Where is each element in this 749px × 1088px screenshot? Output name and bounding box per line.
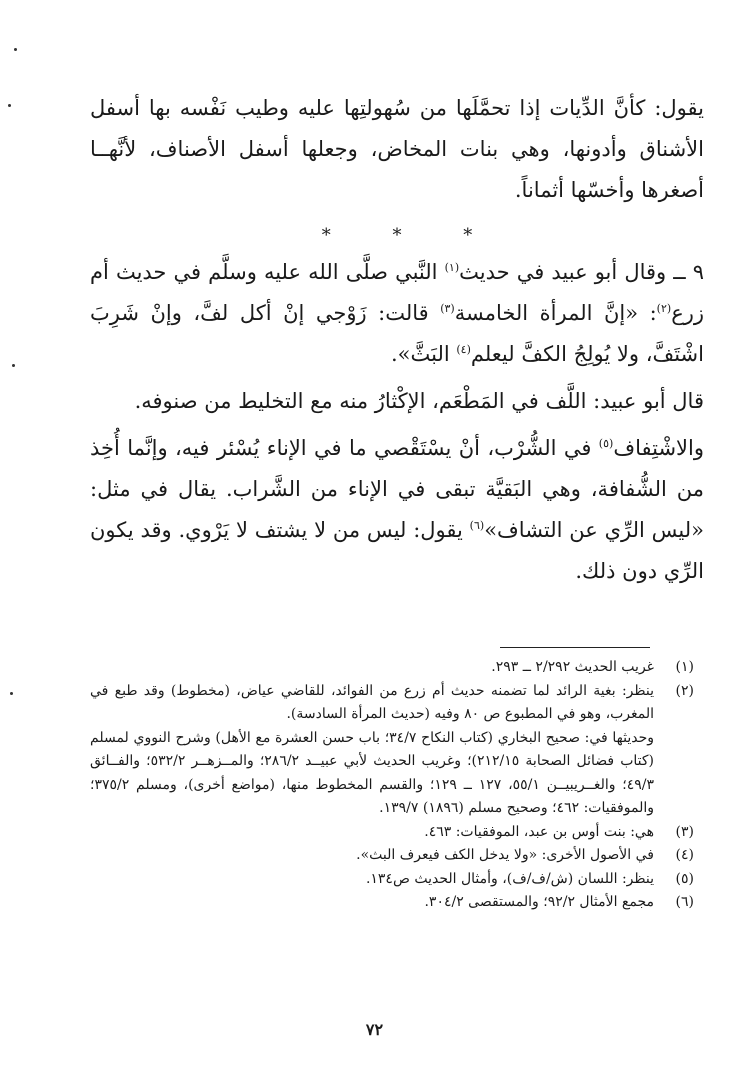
footnote-text: هي: بنت أوس بن عبد، الموفقيات: ٤٦٣. — [424, 823, 654, 840]
footnote-5 — [90, 868, 694, 892]
footnote-text: ينظر: اللسان (ش/ف/ف)، وأمثال الحديث ص١٣٤. — [365, 870, 654, 887]
section-separator: * * * — [321, 225, 501, 246]
footnote-number: (٥) — [675, 870, 694, 887]
margin-mark — [12, 364, 15, 367]
footnote-2-continued — [90, 727, 694, 821]
footnote-number: (١) — [675, 659, 694, 675]
paragraph-2-text-c: : «إنَّ المرأة الخامسة — [454, 301, 657, 325]
footnote-ref-6[interactable]: (٦) — [469, 519, 485, 532]
footnote-ref-1[interactable]: (١) — [444, 261, 460, 274]
footnote-1 — [90, 656, 694, 680]
footnote-4 — [90, 844, 694, 868]
footnote-ref-2[interactable]: (٢) — [656, 302, 672, 315]
page-number: ٧٢ — [365, 1020, 384, 1039]
footnote-number: (٦) — [675, 894, 694, 910]
footnote-ref-3[interactable]: (٣) — [440, 302, 455, 315]
paragraph-2-text-e: البَثَّ». — [390, 342, 457, 366]
page-body — [90, 88, 704, 592]
footnote-number: (٣) — [675, 823, 694, 840]
footnote-6 — [90, 891, 694, 915]
footnote-3 — [90, 821, 694, 845]
footnote-text: وحديثها في: صحيح البخاري (كتاب النكاح ٣٤/٧؛ باب حسن العشرة مع الأهل) وشرح النووي لمسلم (كتاب فضائل الصحابة ٢١٢/١٥)؛ وغريب الحديث لأبي عبيــد ٢٨٦/٢؛ والمــزهــر ٥٣٢/٢؛ والفــائق ٤٩/٣؛ والغــريبيــن ٥٥/١، ١٢٧ ــ ١٢٩؛ والقسم المخطوط منها، (مواضع أخرى)، ومسلم ٣٧٥/٢؛ والموفقيات: ٤٦٢؛ وصحيح مسلم (١٨٩٦) ١٣٩/٧. — [90, 729, 655, 816]
footnote-number: (٢) — [675, 682, 694, 699]
margin-mark — [10, 692, 13, 695]
footnote-ref-5[interactable]: (٥) — [598, 437, 614, 450]
paragraph-4-text-c: يقول: ليس من لا يشتف لا يَرْوي. وقد يكون الرِّي دون ذلك. — [90, 518, 704, 583]
paragraph-4-text-a: والاشْتِفاف — [613, 436, 704, 460]
footnote-text: مجمع الأمثال ٩٢/٢؛ والمستقصى ٣٠٤/٢. — [424, 894, 654, 910]
paragraph-4-text-b: في الشُّرْب، أنْ يسْتَقْصي ما في الإناء يُسْئر فيه، وإنَّما أُخِذ من الشُّفافة، وهي البَقيَّة تبقى في الإناء من الشَّراب. يقال في مثل: «ليس الرِّي عن التشاف» — [90, 436, 704, 542]
body-paragraph-4 — [90, 428, 704, 592]
footnote-text: ينظر: بغية الرائد لما تضمنه حديث أم زرع من الفوائد، للقاضي عياض، (مخطوط) وقد طبع في المغرب، وهو في المطبوع ص ٨٠ وفيه (حديث المرأة السادسة). — [90, 682, 654, 722]
footnote-ref-4[interactable]: (٤) — [456, 343, 471, 356]
footnote-text: غريب الحديث ٢/٢٩٢ ــ ٢٩٣. — [491, 659, 654, 675]
body-paragraph-2 — [90, 252, 704, 375]
footnote-divider — [500, 647, 650, 648]
paragraph-2-text-a: ٩ ــ وقال أبو عبيد في حديث — [459, 260, 704, 284]
margin-mark — [8, 104, 11, 107]
margin-mark — [14, 48, 17, 51]
body-paragraph-1: يقول: كأنَّ الدِّيات إذا تحمَّلَها من سُهولتِها عليه وطيب نَفْسه بها أسفل الأشناق وأدونها، وهي بنات المخاض، وجعلها أسفل الأصناف، لأنَّهــا أصغرها وأخسّها أثماناً. — [90, 96, 704, 202]
footnote-text: في الأصول الأخرى: «ولا يدخل الكف فيعرف البث». — [356, 847, 654, 863]
footnote-2 — [90, 680, 694, 727]
footnotes — [90, 656, 694, 915]
footnote-number: (٤) — [675, 847, 694, 863]
paragraph-2-text-d: قالت: زَوْجي إنْ أكل لفَّ، وإنْ شَرِبَ اشْتَفَّ، ولا يُولِجُ الكفَّ ليعلم — [90, 301, 704, 366]
body-paragraph-3: قال أبو عبيد: اللَّف في المَطْعَم، الإكْثارُ منه مع التخليط من صنوفه. — [134, 389, 704, 413]
paragraph-2-text-b: النَّبي صلَّى الله عليه وسلَّم في حديث أم زرع — [90, 260, 704, 325]
